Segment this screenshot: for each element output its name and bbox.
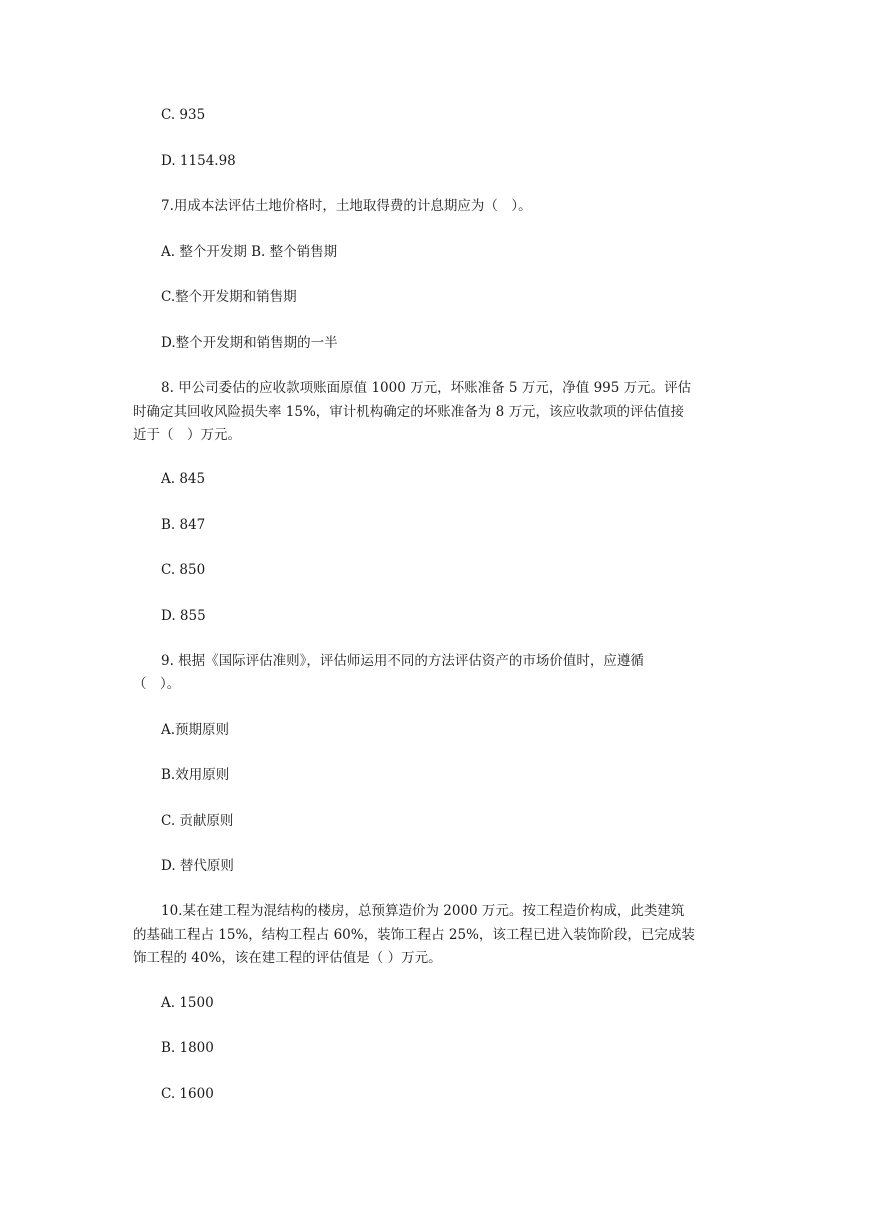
option-b-q10: B. 1800 bbox=[161, 1040, 214, 1056]
question-9-line-1: 9. 根据《国际评估准则》，评估师运用不同的方法评估资产的市场价值时，应遵循 bbox=[161, 653, 644, 669]
option-c-q6: C. 935 bbox=[161, 107, 206, 123]
question-8-line-1: 8. 甲公司委估的应收款项账面原值 1000 万元，坏账准备 5 万元，净值 995 万元。评估 bbox=[161, 380, 692, 396]
option-b-q9: B.效用原则 bbox=[161, 767, 230, 783]
option-a-q8: A. 845 bbox=[161, 471, 206, 487]
question-7: 7.用成本法评估土地价格时，土地取得费的计息期应为（ ）。 bbox=[161, 198, 532, 214]
option-d-q6: D. 1154.98 bbox=[161, 153, 236, 169]
question-10-line-1: 10.某在建工程为混结构的楼房，总预算造价为 2000 万元。按工程造价构成，此类建筑 bbox=[161, 903, 685, 919]
question-8-line-2: 时确定其回收风险损失率 15%，审计机构确定的坏账准备为 8 万元，该应收款项的评估值接 bbox=[133, 404, 684, 420]
option-c-q7: C.整个开发期和销售期 bbox=[161, 289, 297, 305]
option-d-q7: D.整个开发期和销售期的一半 bbox=[161, 335, 338, 351]
option-a-q9: A.预期原则 bbox=[161, 722, 230, 738]
option-c-q10: C. 1600 bbox=[161, 1086, 214, 1102]
option-b-q8: B. 847 bbox=[161, 517, 206, 533]
option-ab-q7: A. 整个开发期 B. 整个销售期 bbox=[161, 244, 338, 260]
option-a-q10: A. 1500 bbox=[161, 995, 214, 1011]
option-c-q9: C. 贡献原则 bbox=[161, 813, 234, 829]
question-8-line-3: 近于（ ）万元。 bbox=[133, 427, 241, 443]
question-10-line-3: 饰工程的 40%，该在建工程的评估值是（ ）万元。 bbox=[133, 950, 442, 966]
option-d-q8: D. 855 bbox=[161, 608, 206, 624]
option-c-q8: C. 850 bbox=[161, 562, 206, 578]
question-10-line-2: 的基础工程占 15%，结构工程占 60%，装饰工程占 25%，该工程已进入装饰阶段，已完成装 bbox=[133, 927, 695, 943]
question-9-line-2: （ ）。 bbox=[133, 676, 181, 692]
option-d-q9: D. 替代原则 bbox=[161, 858, 234, 874]
